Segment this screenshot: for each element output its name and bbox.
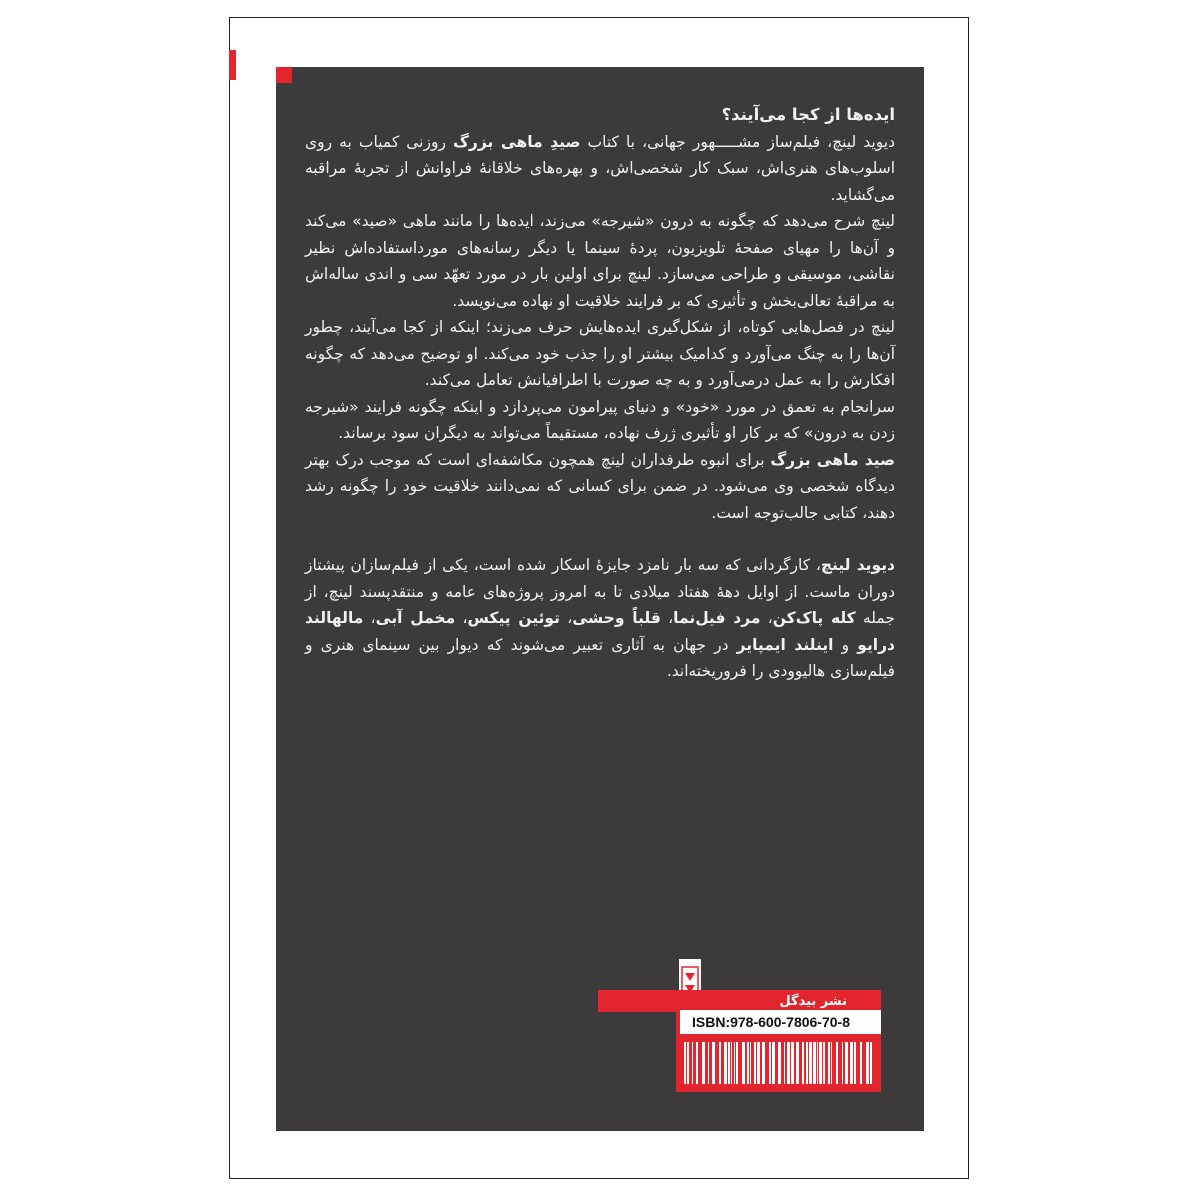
barcode-stripe (860, 1042, 862, 1084)
cover-text (305, 102, 895, 685)
barcode-stripe (724, 1042, 727, 1084)
book-title: مالهالند درایو (305, 609, 895, 654)
barcode-stripe (870, 1042, 872, 1084)
barcode-stripe (817, 1042, 818, 1084)
barcode-stripe (850, 1042, 853, 1084)
description-paragraph (305, 394, 895, 447)
barcode-stripe (831, 1042, 832, 1084)
barcode-stripe (784, 1042, 785, 1084)
barcode-stripe (791, 1042, 794, 1084)
text-run: لینچ در فصل‌هایی کوتاه، از شکل‌گیری ایده‌هایش حرف می‌زند؛ اینکه از کجا می‌آیند، چطور آن‌ها را به چنگ می‌آورد و کدامیک بیشتر او را جذب خود می‌کند. او توضیح می‌دهد که چگونه افکارش را به عمل درمی‌آورد و به چه صورت با اطرافیانش تعامل می‌کند. (305, 318, 895, 389)
text-run: ، کارگردانی که سه بار نامزد جایزهٔ اسکار شده است، یکی از فیلم‌سازان پیشتاز دوران ماست. از اوایل دههٔ هفتاد میلادی تا به امروز پروژه‌های عامه و منتقدپسند لینچ، از جمله (305, 556, 895, 627)
book-title: مخمل آبی (375, 609, 456, 627)
description-paragraph (305, 129, 895, 209)
text-run: ، (760, 609, 773, 627)
barcode (676, 1034, 881, 1092)
author-bio (305, 552, 895, 685)
barcode-stripe (787, 1042, 790, 1084)
barcode-stripe (778, 1042, 781, 1084)
barcode-stripe (702, 1042, 705, 1084)
barcode-stripe (696, 1042, 698, 1084)
text-run: ، (455, 609, 468, 627)
barcode-stripe (836, 1042, 838, 1084)
book-title: صید ماهی بزرگ (770, 450, 895, 469)
description-paragraph (305, 447, 895, 527)
barcode-stripe (742, 1042, 745, 1084)
barcode-stripe (772, 1042, 775, 1084)
red-edge-strip (229, 50, 236, 80)
barcode-stripe (762, 1042, 765, 1084)
barcode-stripe (866, 1042, 869, 1084)
barcode-stripe (719, 1042, 721, 1084)
book-title: توئین پیکس (467, 609, 560, 627)
text-run: ، (559, 609, 573, 627)
book-title: مرد فیل‌نما (673, 609, 761, 627)
barcode-stripe (712, 1042, 715, 1084)
barcode-stripe (684, 1042, 686, 1084)
barcode-stripe (796, 1042, 799, 1084)
text-run: و (833, 635, 858, 654)
barcode-icon (676, 1034, 881, 1092)
barcode-stripe (687, 1042, 689, 1084)
barcode-stripe (728, 1042, 730, 1084)
barcode-stripe (734, 1042, 735, 1084)
barcode-stripe (845, 1042, 848, 1084)
text-run: روزنی کمیاب به روی اسلوب‌های هنری‌اش، سبک کار شخصی‌اش، و بهره‌های خلاقانهٔ فراوانش از تجربهٔ مراقبه می‌گشاید. (305, 132, 895, 204)
barcode-stripe (731, 1042, 732, 1084)
text-run: ، (660, 609, 674, 627)
barcode-stripe (736, 1042, 738, 1084)
text-run: لینچ شرح می‌دهد که چگونه به درون «شیرجه» می‌زند، ایده‌ها را مانند ماهی «صید» می‌کند و آن‌ها را مهیای صفحهٔ تلویزیون، پردهٔ سینما یا دیگر رسانه‌های مورداستفاده‌اش نظیر نقاشی، موسیقی و طراحی می‌سازد. لینچ برای اولین بار در مورد تعهّد سی و اندی ساله‌اش به مراقبهٔ تعالی‌بخش و تأثیری که بر فرایند خلاقیت او نهاده می‌نویسد. (305, 212, 895, 310)
barcode-stripe (750, 1042, 751, 1084)
barcode-stripe (747, 1042, 749, 1084)
book-title: کله پاک‌کن (772, 609, 856, 627)
publisher-bar (598, 990, 881, 1012)
description-paragraphs (305, 129, 895, 527)
paragraph-gap (305, 526, 895, 552)
barcode-stripe (819, 1042, 822, 1084)
book-title: قلباً وحشی (572, 609, 661, 627)
text-run: دیوید لینچ، فیلم‌ساز مشـــــهور جهانی، با کتاب (580, 132, 895, 151)
barcode-stripe (809, 1042, 812, 1084)
isbn-block (676, 1010, 881, 1092)
barcode-stripe (754, 1042, 756, 1084)
isbn-text: ISBN:978-600-7806-70-8 (676, 1010, 881, 1034)
book-title: دیوید لینچ (820, 556, 895, 574)
barcode-stripe (823, 1042, 825, 1084)
cover-heading: ایده‌ها از کجا می‌آیند؟ (721, 105, 895, 124)
barcode-stripe (854, 1042, 856, 1084)
book-title: صیدِ ماهی بزرگ (453, 132, 581, 151)
book-title: اینلند ایمپایر (736, 635, 834, 654)
barcode-stripe (708, 1042, 709, 1084)
text-run: ، (363, 609, 376, 627)
barcode-stripe (828, 1042, 830, 1084)
barcode-stripe (813, 1042, 816, 1084)
barcode-stripe (769, 1042, 771, 1084)
text-run: سرانجام به تعمق در مورد «خود» و دنیای پیرامون می‌پردازد و اینکه چگونه فرایند «شیرجه زدن به درون» که بر کار او تأثیری ژرف نهاده، مستقیماً می‌تواند به دیگران سود برساند. (305, 397, 895, 442)
description-paragraph (305, 314, 895, 394)
text-run: برای انبوه طرفداران لینچ همچون مکاشفه‌ای است که موجب درک بهتر دیدگاه شخصی وی می‌شود. در ضمن برای کسانی که نمی‌دانند خلاقیت خود را چگونه رشد دهند، کتابی جالب‌توجه است. (305, 450, 895, 522)
publisher-name: نشر بیدگل (779, 993, 847, 1009)
text-run: در جهان به آثاری تعبیر می‌شوند که دیوار بین سینمای هنری و فیلم‌سازی هالیوودی را فروریخته‌اند. (305, 635, 895, 680)
corner-accent (276, 67, 292, 83)
barcode-stripe (802, 1042, 804, 1084)
barcode-stripe (806, 1042, 808, 1084)
barcode-stripe (757, 1042, 760, 1084)
barcode-stripe (692, 1042, 693, 1084)
barcode-stripe (842, 1042, 843, 1084)
description-paragraph (305, 208, 895, 314)
